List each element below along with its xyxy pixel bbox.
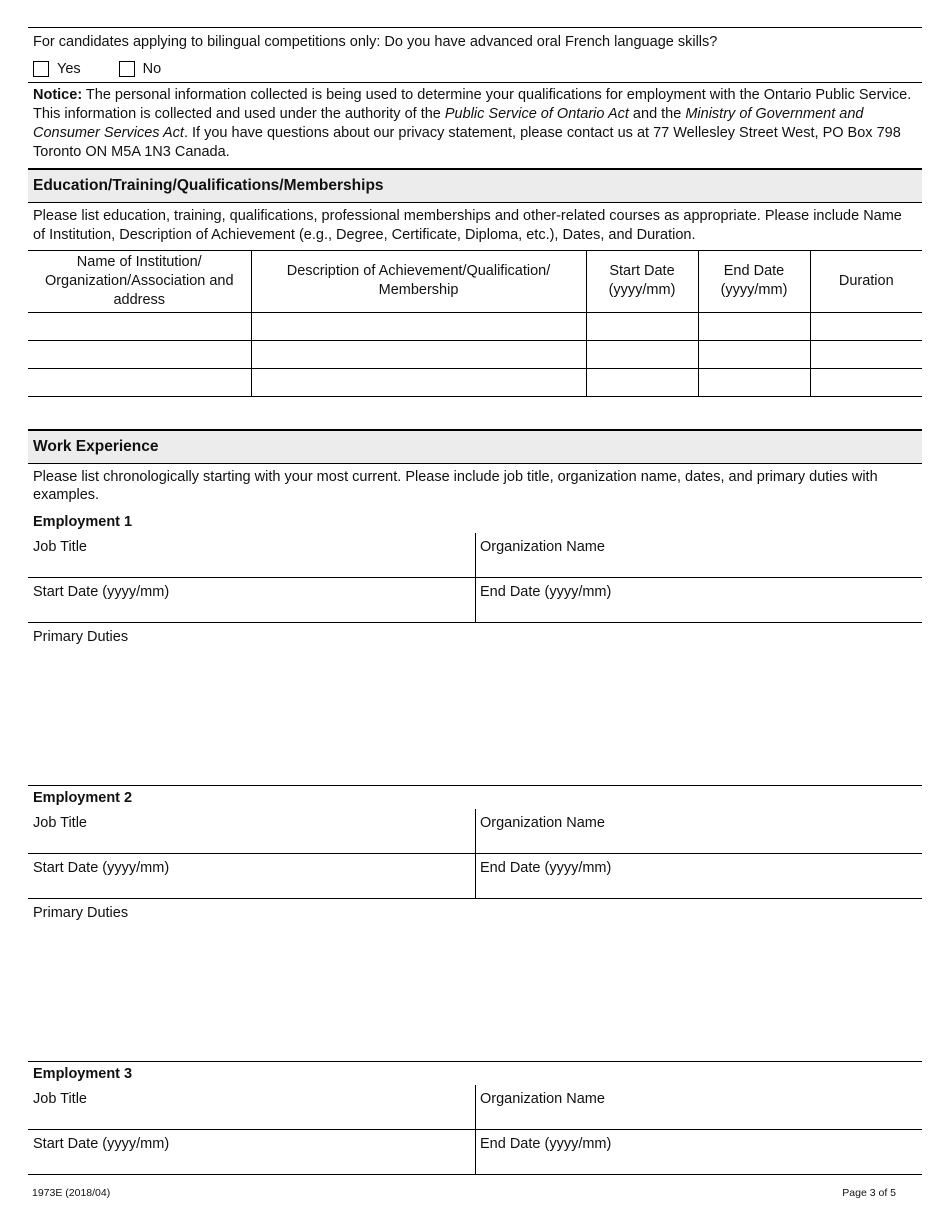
employment-label: Employment 2 [33, 790, 133, 807]
education-table [28, 250, 922, 397]
col-start-date: Start Date (yyyy/mm) [586, 251, 698, 313]
col-end-date: End Date (yyyy/mm) [698, 251, 810, 313]
job-title-label: Job Title [33, 1091, 87, 1108]
duration-input[interactable] [810, 312, 922, 340]
form-id: 1973E (2018/04) [32, 1187, 111, 1199]
start-date-field[interactable] [28, 854, 475, 898]
start-date-input[interactable] [586, 312, 698, 340]
yes-label: Yes [57, 60, 81, 77]
duration-input[interactable] [810, 368, 922, 396]
table-row [28, 340, 922, 368]
primary-duties-label: Primary Duties [33, 629, 129, 646]
employment-block [28, 1061, 922, 1175]
organization-label: Organization Name [480, 539, 605, 556]
col-duration: Duration [810, 251, 922, 313]
yes-checkbox[interactable] [33, 61, 49, 77]
job-title-label: Job Title [33, 539, 87, 556]
start-date-label: Start Date (yyyy/mm) [33, 584, 170, 601]
primary-duties-field[interactable] [28, 899, 922, 1061]
col-institution: Name of Institution/ Organization/Association and address [28, 251, 251, 313]
start-date-input[interactable] [586, 368, 698, 396]
end-date-label: End Date (yyyy/mm) [480, 860, 612, 877]
bilingual-options [28, 56, 922, 82]
organization-label: Organization Name [480, 815, 605, 832]
work-intro: Please list chronologically starting with your most current. Please include job title, organization name, dates, and primary duties with examples. [33, 468, 878, 504]
organization-field[interactable] [475, 809, 922, 853]
start-date-label: Start Date (yyyy/mm) [33, 860, 170, 877]
organization-field[interactable] [475, 533, 922, 577]
notice-act-1: Public Service of Ontario Act [444, 105, 629, 122]
description-input[interactable] [251, 312, 586, 340]
end-date-input[interactable] [698, 340, 810, 368]
end-date-field[interactable] [475, 854, 922, 898]
job-title-field[interactable] [28, 533, 475, 577]
end-date-label: End Date (yyyy/mm) [480, 1136, 612, 1153]
application-form-page [28, 27, 922, 1175]
end-date-input[interactable] [698, 368, 810, 396]
institution-input[interactable] [28, 368, 251, 396]
col-description: Description of Achievement/Qualification/ Membership [251, 251, 586, 313]
page-footer [32, 1187, 896, 1201]
start-date-label: Start Date (yyyy/mm) [33, 1136, 170, 1153]
education-intro: Please list education, training, qualifications, professional memberships and other-related courses as appropriate. Please include Name of Institution, Description of Achievement (e.g., Degree, Certificate, Diploma, etc.), Dates, and Duration. [33, 208, 902, 244]
notice-text-1: The personal information collected is being used to determine your qualifications for employment with the Ontario Public Service. This information is collected and used under the authority of the [33, 87, 912, 122]
employment-block [28, 510, 922, 785]
notice-act-2: Ministry of Government and Consumer Services Act [33, 105, 864, 141]
start-date-input[interactable] [586, 340, 698, 368]
no-label: No [142, 60, 162, 77]
primary-duties-field[interactable] [28, 623, 922, 785]
primary-duties-label: Primary Duties [33, 905, 129, 922]
job-title-label: Job Title [33, 815, 87, 832]
notice-text-2: and the [628, 105, 686, 122]
institution-input[interactable] [28, 340, 251, 368]
employment-label: Employment 1 [33, 514, 133, 531]
job-title-field[interactable] [28, 809, 475, 853]
page-number: Page 3 of 5 [842, 1187, 896, 1199]
bilingual-question: For candidates applying to bilingual competitions only: Do you have advanced oral French language skills? [33, 34, 718, 50]
job-title-field[interactable] [28, 1085, 475, 1129]
start-date-field[interactable] [28, 578, 475, 622]
end-date-label: End Date (yyyy/mm) [480, 584, 612, 601]
bilingual-section [28, 27, 922, 82]
notice-label: Notice: [33, 87, 83, 103]
work-section-title: Work Experience [28, 429, 922, 464]
end-date-field[interactable] [475, 1130, 922, 1174]
organization-label: Organization Name [480, 1091, 605, 1108]
notice-text-3: . If you have questions about our privacy statement, please contact us at 77 Wellesley Street West, PO Box 798 Toronto ON M5A 1N3 Canada. [33, 124, 901, 160]
description-input[interactable] [251, 340, 586, 368]
duration-input[interactable] [810, 340, 922, 368]
end-date-input[interactable] [698, 312, 810, 340]
description-input[interactable] [251, 368, 586, 396]
education-section-title: Education/Training/Qualifications/Memberships [28, 168, 922, 203]
table-row [28, 368, 922, 396]
employment-label: Employment 3 [33, 1066, 133, 1083]
organization-field[interactable] [475, 1085, 922, 1129]
employment-block [28, 785, 922, 1061]
education-table-header [28, 251, 922, 313]
table-row [28, 312, 922, 340]
privacy-notice [28, 82, 922, 168]
no-checkbox[interactable] [119, 61, 135, 77]
institution-input[interactable] [28, 312, 251, 340]
end-date-field[interactable] [475, 578, 922, 622]
start-date-field[interactable] [28, 1130, 475, 1174]
